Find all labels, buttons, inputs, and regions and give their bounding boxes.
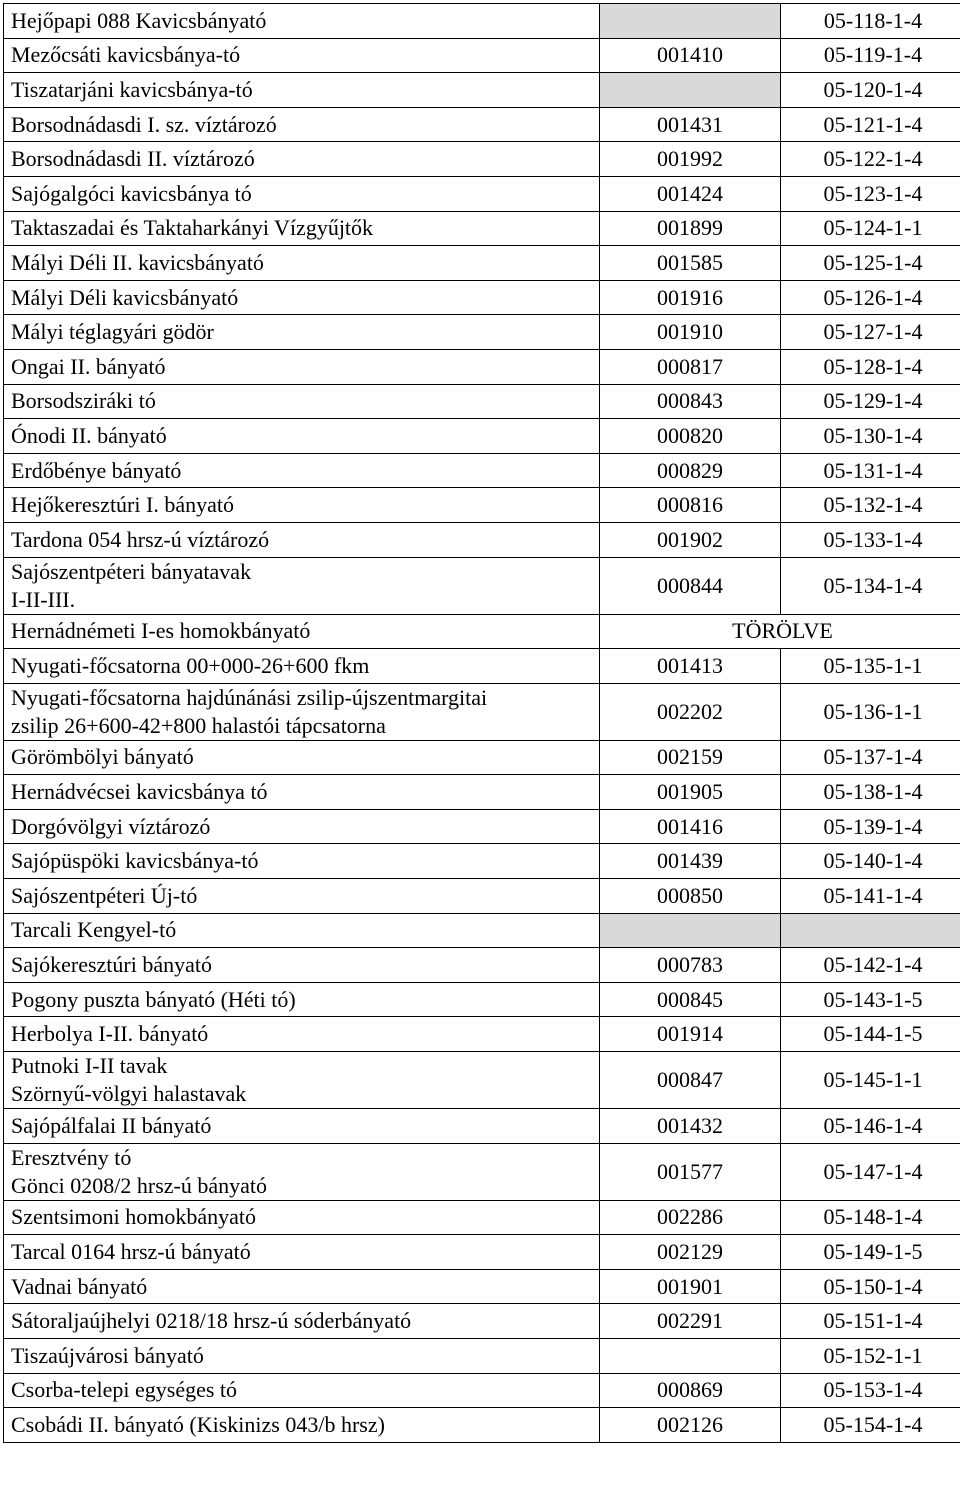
water-body-table	[3, 3, 960, 1443]
water-body-name-cell	[4, 844, 600, 879]
registry-code-cell	[600, 73, 781, 108]
water-body-name: zsilip 26+600-42+800 halastói tápcsatorna	[11, 712, 386, 738]
water-body-name-cell	[4, 211, 600, 246]
water-body-name: Mályi Déli kavicsbányató	[11, 284, 239, 310]
table-row	[4, 38, 960, 73]
water-body-id-cell: 05-140-1-4	[781, 844, 960, 879]
water-body-id-cell: 05-120-1-4	[781, 73, 960, 108]
water-body-name: Tardona 054 hrsz-ú víztározó	[11, 526, 270, 552]
water-body-name: Nyugati-főcsatorna hajdúnánási zsilip-újszentmargitai	[11, 684, 488, 710]
water-body-name-cell	[4, 982, 600, 1017]
water-body-name-cell	[4, 1235, 600, 1270]
water-body-name-cell	[4, 1109, 600, 1144]
water-body-id-cell: 05-121-1-4	[781, 107, 960, 142]
table-row	[4, 419, 960, 454]
table-row	[4, 4, 960, 39]
water-body-id-cell: 05-143-1-5	[781, 982, 960, 1017]
water-body-name-cell	[4, 1339, 600, 1374]
water-body-name-cell	[4, 349, 600, 384]
water-body-name-cell	[4, 315, 600, 350]
water-body-name-cell	[4, 614, 600, 649]
water-body-name: Tiszatarjáni kavicsbánya-tó	[11, 76, 253, 102]
registry-code-cell: 001910	[600, 315, 781, 350]
water-body-name-cell	[4, 38, 600, 73]
table-row	[4, 384, 960, 419]
table-row	[4, 809, 960, 844]
table-row	[4, 557, 960, 614]
registry-code-cell: 000820	[600, 419, 781, 454]
water-body-id-cell: 05-146-1-4	[781, 1109, 960, 1144]
water-body-name: Eresztvény tó	[11, 1144, 132, 1170]
water-body-name-cell	[4, 176, 600, 211]
table-row	[4, 913, 960, 948]
water-body-name-cell	[4, 419, 600, 454]
water-body-id-cell: 05-154-1-4	[781, 1408, 960, 1443]
registry-code-cell: 002129	[600, 1235, 781, 1270]
water-body-id-cell: 05-138-1-4	[781, 775, 960, 810]
registry-code-cell: 001431	[600, 107, 781, 142]
table-row	[4, 349, 960, 384]
registry-code-cell: 000817	[600, 349, 781, 384]
water-body-name: Ónodi II. bányató	[11, 422, 167, 448]
water-body-name-cell	[4, 246, 600, 281]
water-body-name: Görömbölyi bányató	[11, 744, 194, 770]
water-body-name: I-II-III.	[11, 586, 76, 612]
registry-code-cell: 000829	[600, 453, 781, 488]
registry-code-cell: 000869	[600, 1373, 781, 1408]
registry-code-cell: 001914	[600, 1017, 781, 1052]
water-body-name-cell	[4, 1408, 600, 1443]
water-body-name-cell	[4, 488, 600, 523]
water-body-name-cell	[4, 453, 600, 488]
registry-code-cell: 000850	[600, 879, 781, 914]
table-row	[4, 142, 960, 177]
table-row	[4, 488, 960, 523]
registry-code-cell: 001902	[600, 522, 781, 557]
water-body-name: Borsodnádasdi II. víztározó	[11, 146, 255, 172]
water-body-name-cell	[4, 107, 600, 142]
water-body-name: Sajópálfalai II bányató	[11, 1112, 212, 1138]
water-body-id-cell: 05-134-1-4	[781, 557, 960, 614]
table-row	[4, 649, 960, 684]
water-body-name: Tarcali Kengyel-tó	[11, 917, 177, 943]
water-body-id-cell: 05-126-1-4	[781, 280, 960, 315]
water-body-id-cell	[781, 913, 960, 948]
registry-code-cell: 001577	[600, 1143, 781, 1200]
table-row	[4, 982, 960, 1017]
water-body-name-cell	[4, 1269, 600, 1304]
water-body-name-cell	[4, 740, 600, 775]
water-body-id-cell: 05-141-1-4	[781, 879, 960, 914]
water-body-name-cell	[4, 775, 600, 810]
water-body-id-cell: 05-129-1-4	[781, 384, 960, 419]
table-row	[4, 1408, 960, 1443]
water-body-name: Herbolya I-II. bányató	[11, 1021, 209, 1047]
registry-code-cell: 001901	[600, 1269, 781, 1304]
deleted-status: TÖRÖLVE	[600, 614, 960, 649]
water-body-name: Sajószentpéteri Új-tó	[11, 882, 198, 908]
table-row	[4, 740, 960, 775]
table-row	[4, 522, 960, 557]
water-body-name: Putnoki I-II tavak	[11, 1053, 168, 1079]
water-body-id-cell: 05-119-1-4	[781, 38, 960, 73]
water-body-id-cell: 05-149-1-5	[781, 1235, 960, 1270]
water-body-id-cell: 05-148-1-4	[781, 1200, 960, 1235]
registry-code-cell: 001905	[600, 775, 781, 810]
water-body-name: Ongai II. bányató	[11, 353, 166, 379]
water-body-id-cell: 05-130-1-4	[781, 419, 960, 454]
table-row	[4, 614, 960, 649]
water-body-name: Nyugati-főcsatorna 00+000-26+600 fkm	[11, 652, 370, 678]
registry-code-cell: 001424	[600, 176, 781, 211]
water-body-name-cell	[4, 1200, 600, 1235]
water-body-name: Pogony puszta bányató (Héti tó)	[11, 986, 296, 1012]
water-body-id-cell: 05-151-1-4	[781, 1304, 960, 1339]
water-body-id-cell: 05-118-1-4	[781, 4, 960, 39]
water-body-name-cell	[4, 522, 600, 557]
water-body-name: Hejőpapi 088 Kavicsbányató	[11, 7, 267, 33]
water-body-name-cell	[4, 948, 600, 983]
registry-code-cell: 001916	[600, 280, 781, 315]
water-body-name: Gönci 0208/2 hrsz-ú bányató	[11, 1172, 267, 1198]
table-row	[4, 1017, 960, 1052]
water-body-name-cell	[4, 280, 600, 315]
water-body-name-cell	[4, 1017, 600, 1052]
table-row	[4, 879, 960, 914]
registry-code-cell: 001432	[600, 1109, 781, 1144]
registry-code-cell: 002286	[600, 1200, 781, 1235]
water-body-name: Tiszaújvárosi bányató	[11, 1342, 204, 1368]
registry-code-cell: 002159	[600, 740, 781, 775]
registry-code-cell: 002291	[600, 1304, 781, 1339]
water-body-name-cell	[4, 4, 600, 39]
water-body-id-cell: 05-137-1-4	[781, 740, 960, 775]
water-body-name: Erdőbénye bányató	[11, 457, 182, 483]
table-row	[4, 107, 960, 142]
table-row	[4, 775, 960, 810]
water-body-id-cell: 05-139-1-4	[781, 809, 960, 844]
water-body-name: Sajógalgóci kavicsbánya tó	[11, 180, 252, 206]
water-body-name: Csobádi II. bányató (Kiskinizs 043/b hrsz)	[11, 1411, 385, 1437]
registry-code-cell: 001585	[600, 246, 781, 281]
registry-code-cell: 000816	[600, 488, 781, 523]
water-body-id-cell: 05-136-1-1	[781, 683, 960, 740]
water-body-name: Borsodnádasdi I. sz. víztározó	[11, 111, 277, 137]
water-body-name-cell	[4, 809, 600, 844]
water-body-name-cell	[4, 384, 600, 419]
registry-code-cell: 002202	[600, 683, 781, 740]
water-body-name: Hernádvécsei kavicsbánya tó	[11, 779, 268, 805]
water-body-name: Hernádnémeti I-es homokbányató	[11, 618, 311, 644]
water-body-id-cell: 05-127-1-4	[781, 315, 960, 350]
water-body-id-cell: 05-147-1-4	[781, 1143, 960, 1200]
water-body-name-cell	[4, 1373, 600, 1408]
water-body-name-cell	[4, 557, 600, 614]
table-row	[4, 1109, 960, 1144]
table-row	[4, 683, 960, 740]
water-body-id-cell: 05-128-1-4	[781, 349, 960, 384]
water-body-name: Mályi téglagyári gödör	[11, 319, 214, 345]
registry-code-cell: 001992	[600, 142, 781, 177]
table-row	[4, 211, 960, 246]
table-row	[4, 1339, 960, 1374]
water-body-name-cell	[4, 879, 600, 914]
registry-code-cell: 000783	[600, 948, 781, 983]
water-body-name: Dorgóvölgyi víztározó	[11, 813, 211, 839]
water-body-id-cell: 05-150-1-4	[781, 1269, 960, 1304]
registry-code-cell: 000845	[600, 982, 781, 1017]
water-body-id-cell: 05-145-1-1	[781, 1052, 960, 1109]
table-body	[4, 4, 960, 1443]
water-body-id-cell: 05-135-1-1	[781, 649, 960, 684]
registry-code-cell: 000847	[600, 1052, 781, 1109]
water-body-name: Sátoraljaújhelyi 0218/18 hrsz-ú sóderbányató	[11, 1308, 412, 1334]
table-row	[4, 280, 960, 315]
water-body-id-cell: 05-133-1-4	[781, 522, 960, 557]
water-body-name: Borsodsziráki tó	[11, 388, 156, 414]
table-row	[4, 1235, 960, 1270]
water-body-id-cell: 05-123-1-4	[781, 176, 960, 211]
table-row	[4, 315, 960, 350]
water-body-id-cell: 05-152-1-1	[781, 1339, 960, 1374]
water-body-id-cell: 05-131-1-4	[781, 453, 960, 488]
table-row	[4, 1052, 960, 1109]
registry-code-cell: 001416	[600, 809, 781, 844]
table-row	[4, 1373, 960, 1408]
water-body-name: Vadnai bányató	[11, 1273, 148, 1299]
water-body-id-cell: 05-142-1-4	[781, 948, 960, 983]
water-body-name: Mezőcsáti kavicsbánya-tó	[11, 42, 241, 68]
table-row	[4, 1143, 960, 1200]
table-row	[4, 246, 960, 281]
water-body-id-cell: 05-125-1-4	[781, 246, 960, 281]
table-row	[4, 1200, 960, 1235]
water-body-name: Mályi Déli II. kavicsbányató	[11, 249, 264, 275]
water-body-name: Tarcal 0164 hrsz-ú bányató	[11, 1239, 251, 1265]
table-row	[4, 948, 960, 983]
water-body-name: Sajószentpéteri bányatavak	[11, 558, 252, 584]
water-body-name: Taktaszadai és Taktaharkányi Vízgyűjtők	[11, 215, 374, 241]
water-body-name: Hejőkeresztúri I. bányató	[11, 492, 234, 518]
registry-code-cell	[600, 4, 781, 39]
water-body-name-cell	[4, 73, 600, 108]
table-row	[4, 1304, 960, 1339]
registry-code-cell: 001899	[600, 211, 781, 246]
water-body-name: Szentsimoni homokbányató	[11, 1204, 257, 1230]
water-body-id-cell: 05-153-1-4	[781, 1373, 960, 1408]
water-body-name-cell	[4, 1052, 600, 1109]
registry-code-cell: 001410	[600, 38, 781, 73]
water-body-name: Sajókeresztúri bányató	[11, 952, 212, 978]
water-body-name: Szörnyű-völgyi halastavak	[11, 1081, 247, 1107]
registry-code-cell: 000844	[600, 557, 781, 614]
water-body-name: Sajópüspöki kavicsbánya-tó	[11, 848, 259, 874]
registry-code-cell: 002126	[600, 1408, 781, 1443]
registry-code-cell: 001413	[600, 649, 781, 684]
registry-code-cell: 000843	[600, 384, 781, 419]
table-row	[4, 176, 960, 211]
table-row	[4, 453, 960, 488]
water-body-id-cell: 05-132-1-4	[781, 488, 960, 523]
water-body-name-cell	[4, 649, 600, 684]
water-body-name-cell	[4, 913, 600, 948]
water-body-id-cell: 05-122-1-4	[781, 142, 960, 177]
registry-code-cell	[600, 1339, 781, 1374]
table-row	[4, 1269, 960, 1304]
table-row	[4, 73, 960, 108]
water-body-name-cell	[4, 1304, 600, 1339]
water-body-name-cell	[4, 142, 600, 177]
registry-code-cell: 001439	[600, 844, 781, 879]
registry-code-cell	[600, 913, 781, 948]
water-body-id-cell: 05-144-1-5	[781, 1017, 960, 1052]
water-body-name-cell	[4, 683, 600, 740]
table-row	[4, 844, 960, 879]
water-body-name-cell	[4, 1143, 600, 1200]
water-body-name: Csorba-telepi egységes tó	[11, 1377, 238, 1403]
water-body-id-cell: 05-124-1-1	[781, 211, 960, 246]
